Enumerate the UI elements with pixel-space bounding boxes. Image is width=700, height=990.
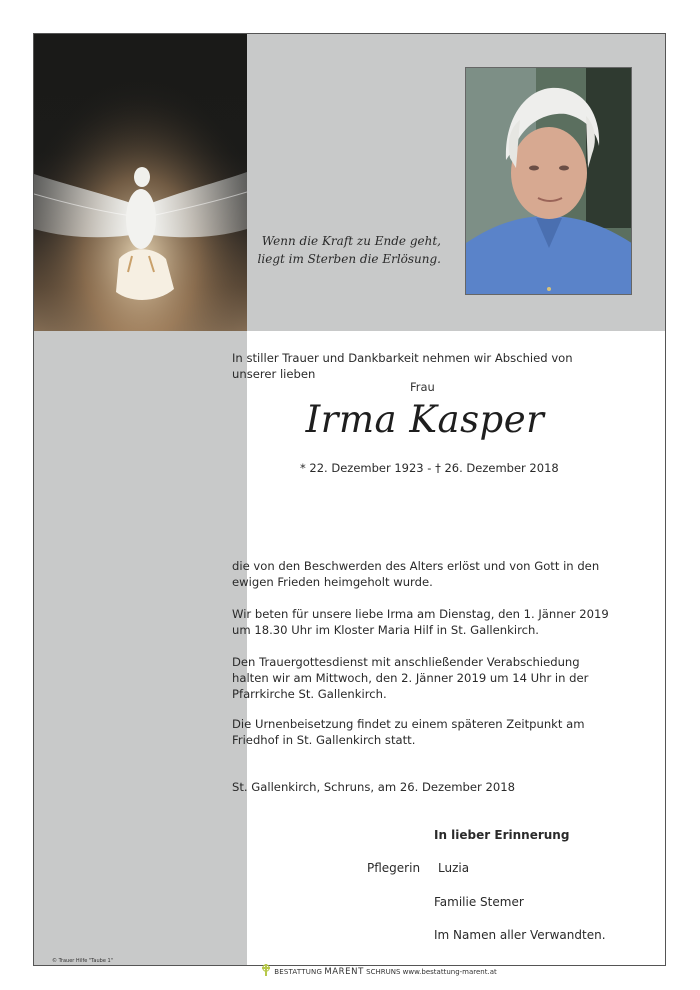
quote-line-2: liegt im Sterben die Erlösung.: [257, 252, 441, 266]
quote-line-1: Wenn die Kraft zu Ende geht,: [261, 234, 441, 248]
portrait-photo: [465, 67, 632, 295]
undertaker-logo-icon: [260, 963, 272, 977]
mourners-heading: In lieber Erinnerung: [434, 828, 570, 842]
family-name: Familie Stemer: [434, 895, 524, 909]
portrait-illustration: [466, 68, 632, 295]
life-dates: * 22. Dezember 1923 - † 26. Dezember 2018: [300, 461, 559, 475]
place-date: St. Gallenkirch, Schruns, am 26. Dezember 2018: [232, 780, 516, 794]
quote: [247, 232, 441, 268]
image-credit: © Trauer Hilfe "Taube 1": [52, 958, 113, 964]
footer-prefix: BESTATTUNG: [274, 968, 323, 976]
dove-photo: [34, 34, 247, 331]
footer-brand: MARENT: [324, 967, 364, 977]
caregiver-name: Luzia: [438, 861, 470, 875]
paragraph-funeral-service: Den Trauergottesdienst mit anschließender Verabschiedung halten wir am Mittwoch, den 2. Jänner 2019 um 14 Uhr in der Pfarrkirche St. Gallenkirch.: [232, 655, 589, 701]
paragraph-urn-burial: Die Urnenbeisetzung findet zu einem späteren Zeitpunkt am Friedhof in St. Gallenkirch statt.: [232, 717, 585, 747]
footer-website[interactable]: www.bestattung-marent.at: [402, 968, 497, 976]
obituary-card: [33, 33, 666, 966]
dove-illustration: [34, 34, 247, 331]
intro-text: In stiller Trauer und Dankbarkeit nehmen wir Abschied von unserer lieben: [232, 351, 573, 381]
paragraph-prayer: Wir beten für unsere liebe Irma am Dienstag, den 1. Jänner 2019 um 18.30 Uhr im Kloster Maria Hilf in St. Gallenkirch.: [232, 607, 609, 637]
deceased-name: Irma Kasper: [305, 398, 545, 441]
paragraph-release: die von den Beschwerden des Alters erlöst und von Gott in den ewigen Frieden heimgeholt wurde.: [232, 559, 600, 589]
salutation: Frau: [410, 380, 435, 394]
footer-town: SCHRUNS: [366, 968, 401, 976]
caregiver-label: Pflegerin: [367, 861, 421, 875]
footer: [260, 963, 497, 977]
relatives-line: Im Namen aller Verwandten.: [434, 928, 606, 942]
